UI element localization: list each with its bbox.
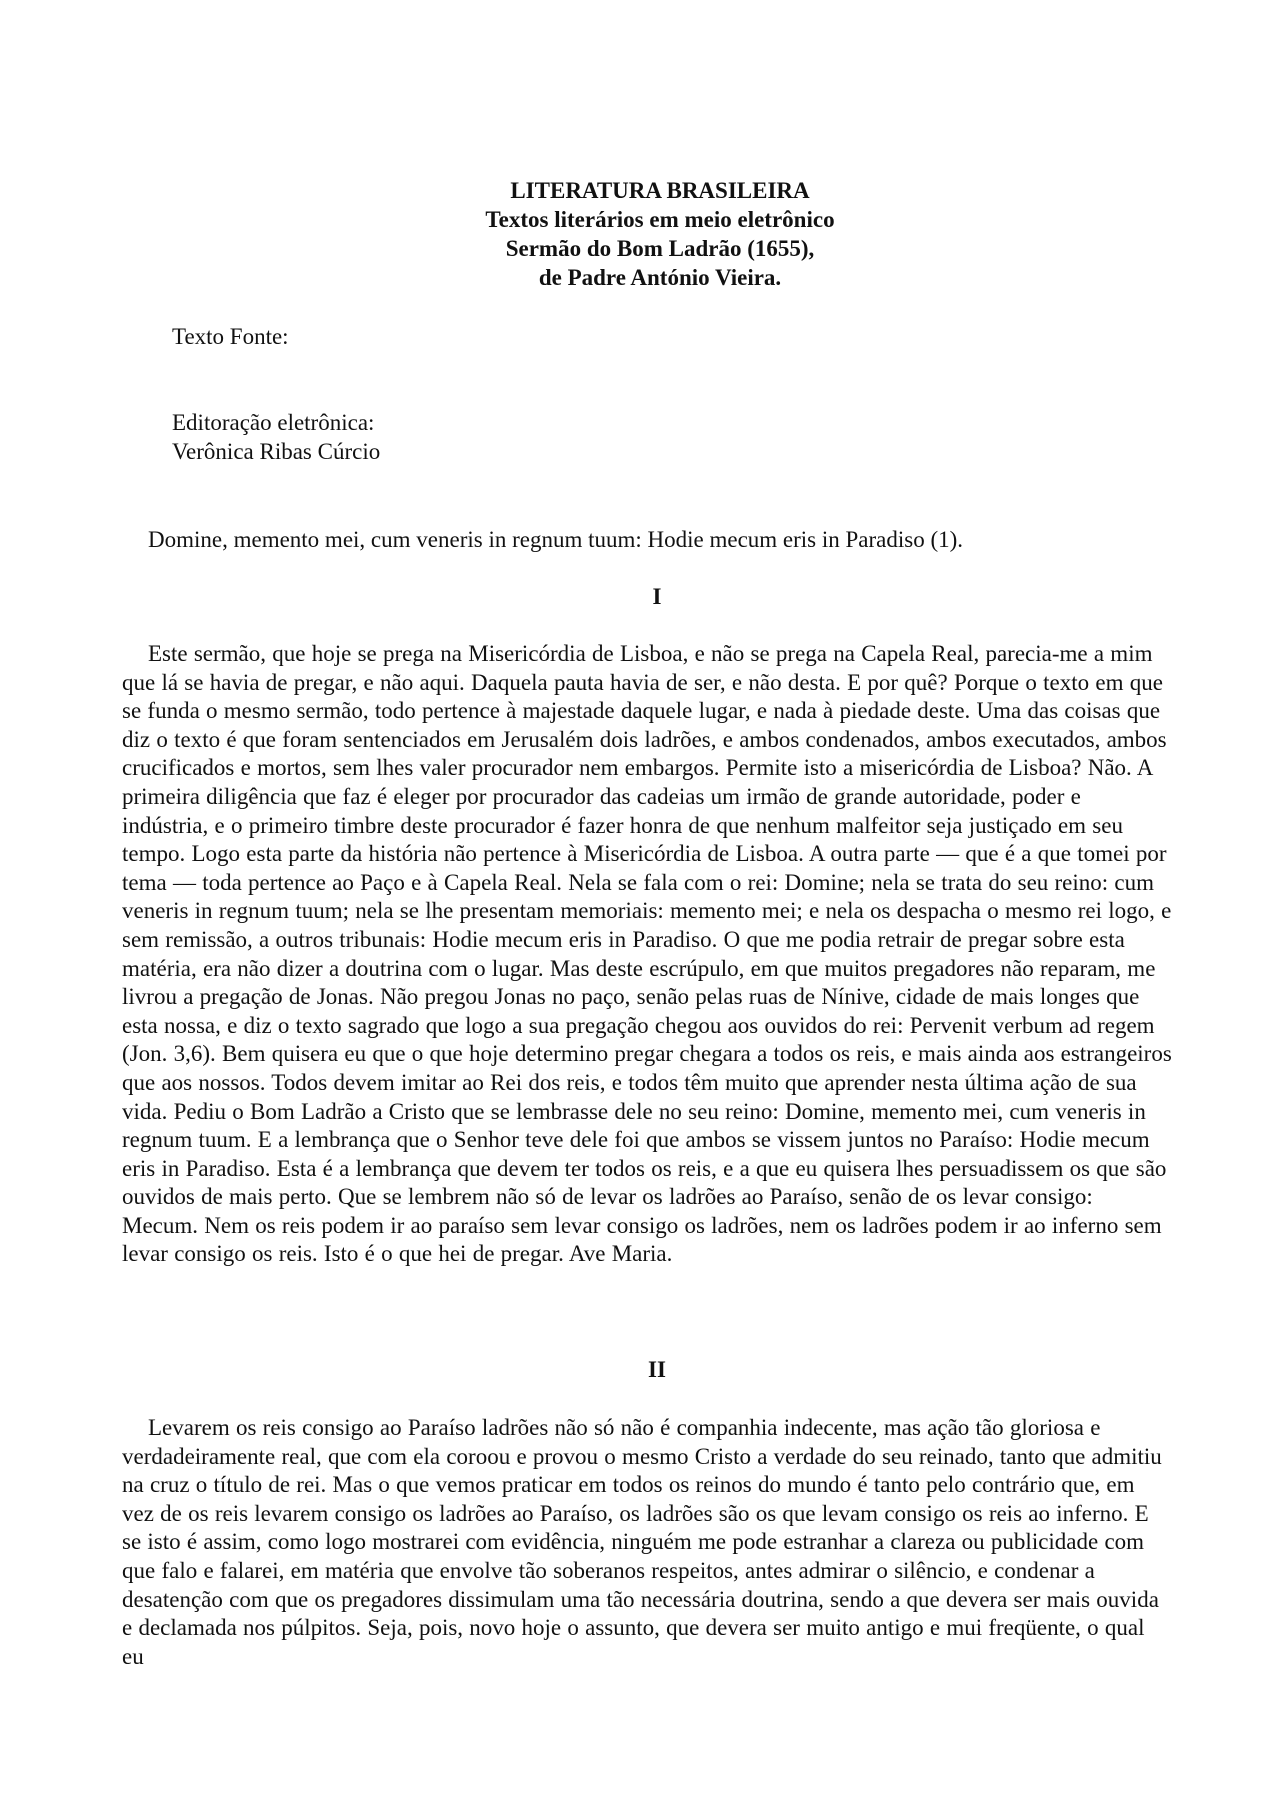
epigraph: Domine, memento mei, cum veneris in regnum tuum: Hodie mecum eris in Paradiso (1). xyxy=(148,527,964,552)
source-label: Texto Fonte: xyxy=(172,324,289,349)
section-heading-2: II xyxy=(648,1357,666,1382)
title-line-4: de Padre António Vieira. xyxy=(538,265,782,290)
editor-label: Editoração eletrônica: xyxy=(172,410,375,435)
editor-block xyxy=(172,409,380,466)
section-paragraph-1: Este sermão, que hoje se prega na Misericórdia de Lisboa, e não se prega na Capela Real, parecia-me a mim que lá se havia de pregar, e não aqui. Daquela pauta havia de ser, e não desta. E por quê? Porque o texto em que se funda o mesmo sermão, todo pertence à majestade daquele lugar, e nada à piedade deste. Uma das coisas que diz o texto é que foram sentenciados em Jerusalém dois ladrões, e ambos condenados, ambos executados, ambos crucificados e mortos, sem lhes valer procurador nem embargos. Permite isto a misericórdia de Lisboa? Não. A primeira diligência que faz é eleger por procurador das cadeias um irmão de grande autoridade, poder e indústria, e o primeiro timbre deste procurador é fazer honra de que nenhum malfeitor seja justiçado em seu tempo. Logo esta parte da história não pertence à Misericórdia de Lisboa. A outra parte — que é a que tomei por tema — toda pertence ao Paço e à Capela Real. Nela se fala com o rei: Domine; nela se trata do seu reino: cum veneris in regnum tuum; nela se lhe presentam memoriais: memento mei; e nela os despacha o mesmo rei logo, e sem remissão, a outros tribunais: Hodie mecum eris in Paradiso. O que me podia retrair de pregar sobre esta matéria, era não dizer a doutrina com o lugar. Mas deste escrúpulo, em que muitos pregadores não reparam, me livrou a pregação de Jonas. Não pregou Jonas no paço, senão pelas ruas de Nínive, cidade de mais longes que esta nossa, e diz o texto sagrado que logo a sua pregação chegou aos ouvidos do rei: Pervenit verbum ad regem (Jon. 3,6). Bem quisera eu que o que hoje determino pregar chegara a todos os reis, e mais ainda aos estrangeiros que aos nossos. Todos devem imitar ao Rei dos reis, e todos têm muito que aprender nesta última ação de sua vida. Pediu o Bom Ladrão a Cristo que se lembrasse dele no seu reino: Domine, memento mei, cum veneris in regnum tuum. E a lembrança que o Senhor teve dele foi que ambos se vissem juntos no Paraíso: Hodie mecum eris in Paradiso. Esta é a lembrança que devem ter todos os reis, e a que eu quisera lhes persuadissem os que são ouvidos de mais perto. Que se lembrem não só de levar os ladrões ao Paraíso, senão de os levar consigo: Mecum. Nem os reis podem ir ao paraíso sem levar consigo os ladrões, nem os ladrões podem ir ao inferno sem levar consigo os reis. Isto é o que hei de pregar. Ave Maria. xyxy=(122,641,1172,1267)
title-line-1: LITERATURA BRASILEIRA xyxy=(510,178,810,203)
section-paragraph-2: Levarem os reis consigo ao Paraíso ladrões não só não é companhia indecente, mas ação tão gloriosa e verdadeiramente real, que com ela coroou e provou o mesmo Cristo a verdade do seu reinado, tanto que admitiu na cruz o título de rei. Mas o que vemos praticar em todos os reinos do mundo é tanto pelo contrário que, em vez de os reis levarem consigo os ladrões ao Paraíso, os ladrões são os que levam consigo os reis ao inferno. E se isto é assim, como logo mostrarei com evidência, ninguém me pode estranhar a clareza ou publicidade com que falo e falarei, em matéria que envolve tão soberanos respeitos, antes admirar o silêncio, e condenar a desatenção com que os pregadores dissimulam uma tão necessária doutrina, sendo a que devera ser mais ouvida e declamada nos púlpitos. Seja, pois, novo hoje o assunto, que devera ser muito antigo e mui freqüente, o qual eu xyxy=(122,1415,1162,1669)
title-block xyxy=(320,176,1000,292)
section-heading-1: I xyxy=(652,584,662,609)
editor-name: Verônica Ribas Cúrcio xyxy=(172,438,381,464)
title-line-2: Textos literários em meio eletrônico xyxy=(485,207,835,232)
title-line-3: Sermão do Bom Ladrão (1655), xyxy=(505,236,815,261)
